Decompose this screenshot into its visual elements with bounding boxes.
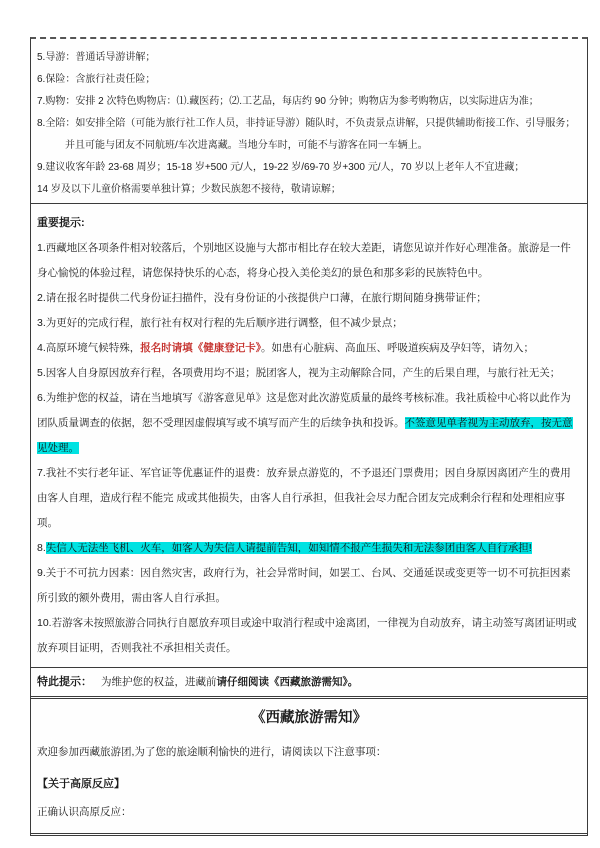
term-age-policy: 9.建议收客年龄 23-68 周岁；15-18 岁+500 元/人，19-22 岁/69-70 岁+300 元/人，70 岁以上老年人不宜进藏； (37, 162, 525, 173)
special-note-row (31, 668, 587, 699)
term-insurance: 6.保险：含旅行社责任险； (37, 74, 156, 85)
notice-welcome-text: 欢迎参加西藏旅游团,为了您的旅途顺利愉快的进行，请阅读以下注意事项： (37, 746, 387, 758)
important-notice-section (31, 204, 587, 668)
important-item-9: 9.关于不可抗力因素：因自然灾害，政府行为，社会异常时间，如罢工、台风、交通延误或变更等一切不可抗拒因素所引致的额外费用，需由客人自行承担。 (37, 567, 571, 604)
term-children-policy: 14 岁及以下儿童价格需要单独计算；少数民族恕不接待，敬请谅解； (37, 184, 341, 195)
term-escort: 8.全陪：如安排全陪（可能为旅行社工作人员，非持证导游）随队时，不负责景点讲解，只提供辅助衔接工作、引导服务；并且可能与团友不同航班/车次进离藏。当地分车时，可能不与游客在同一车辆上。 (37, 118, 576, 151)
important-item-10: 10.若游客未按照旅游合同执行自愿放弃项目或途中取消行程或中途离团，一律视为自动放弃，请主动签写离团证明或放弃项目证明，否则我社不承担相关责任。 (37, 617, 577, 654)
tour-notice-document (30, 37, 588, 836)
special-note-text: 为维护您的权益，进藏前 (101, 676, 217, 688)
important-notice-heading: 重要提示: (37, 217, 85, 229)
special-note-bold-text: 请仔细阅读《西藏旅游需知》。 (216, 676, 359, 688)
special-note-label: 特此提示： (37, 676, 92, 688)
altitude-sickness-intro: 正确认识高原反应： (37, 806, 132, 818)
item-4-text: 4.高原环境气候特殊， (37, 342, 141, 354)
item-6-text: 6.为维护您的权益，请在当地填写《游客意见单》这是您对此次游览质量的最终考核标准。我社质检中心将以此作为团队质量调查的依据，恕不受理因虚假填写或不填写而产生的后续争执和投诉。 (37, 392, 571, 429)
notice-title: 《西藏旅游需知》 (251, 710, 367, 726)
item-6-highlighted-text: 不签意见单者视为主动放弃，按无意见处理。 (37, 417, 573, 454)
item-8-highlighted-text: 失信人无法坐飞机、火车，如客人为失信人请提前告知，如知情不报产生损失和无法参团由客人自行承担! (45, 542, 532, 554)
important-item-5: 5.因客人自身原因放弃行程，各项费用均不退；脱团客人，视为主动解除合同，产生的后果自理，与旅行社无关； (37, 367, 561, 379)
important-item-4 (37, 336, 581, 361)
health-card-warning-red-text: 报名时请填《健康登记卡》 (140, 342, 262, 354)
altitude-sickness-heading: 【关于高原反应】 (37, 778, 125, 790)
important-item-2: 2.请在报名时提供二代身份证扫描件，没有身份证的小孩提供户口薄，在旅行期间随身携带证件； (37, 292, 487, 304)
important-item-3: 3.为更好的完成行程，旅行社有权对行程的先后顺序进行调整，但不减少景点； (37, 317, 403, 329)
important-item-8 (37, 536, 581, 561)
tibet-travel-notice-section (31, 699, 587, 836)
term-guide: 5.导游：普通话导游讲解； (37, 52, 156, 63)
itinerary-terms-section (31, 39, 587, 204)
term-shopping: 7.购物：安排 2 次特色购物店：⑴.藏医药；⑵.工艺品，每店约 90 分钟；购物店为参考购物店，以实际进店为准； (37, 96, 539, 107)
item-4-text-rest: 。如患有心脏病、高血压、呼吸道疾病及孕妇等，请勿入； (261, 342, 535, 354)
important-item-6 (37, 386, 581, 461)
important-item-1: 1.西藏地区各项条件相对较落后，个别地区设施与大都市相比存在较大差距，请您见谅并作好心理准备。旅游是一件身心愉悦的体验过程，请您保持快乐的心态，将身心投入美伦美幻的景色和那多彩的民族特色中。 (37, 242, 571, 279)
item-8-number: 8. (37, 542, 46, 554)
important-item-7: 7.我社不实行老年证、军官证等优惠证件的退费：放弃景点游览的，不予退还门票费用；因自身原因离团产生的费用由客人自理，造成行程不能完 成或其他损失，由客人自行承担，但我社会尽力配合团友完成剩余行程和处理相应事项。 (37, 467, 571, 529)
